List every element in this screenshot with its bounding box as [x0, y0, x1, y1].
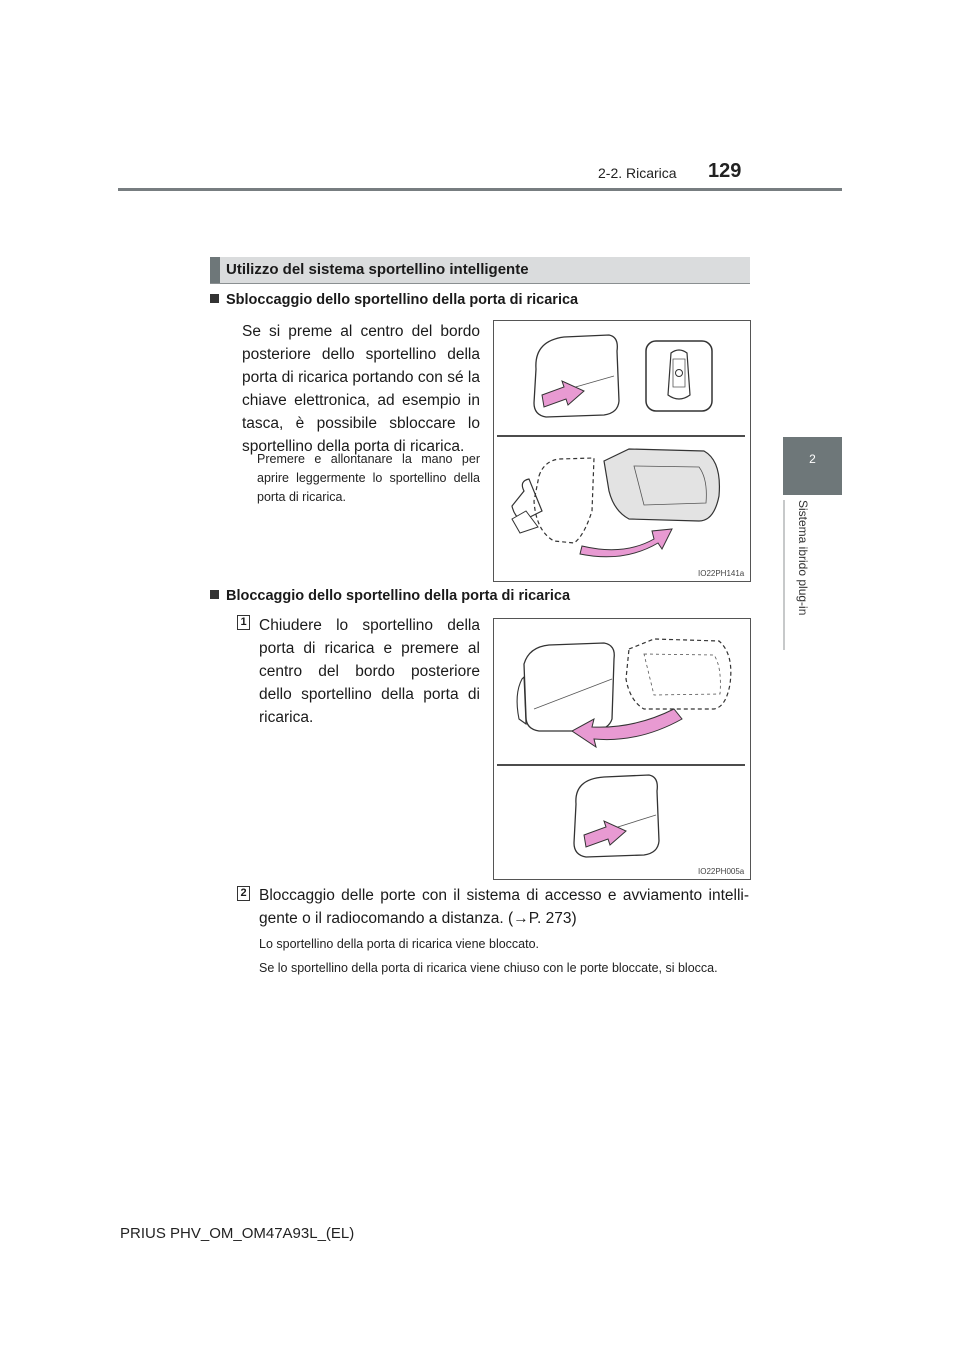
unlock-body: Se si preme al centro del bordo posteriore dello sportellino della porta di ricarica portando con sé la chiave elettronica, ad esempio in tasca, è possibile sbloccare lo sportellino della porta di ricarica. [242, 323, 480, 455]
page-number: 129 [708, 160, 742, 182]
running-header-section: 2-2. Ricarica [598, 165, 677, 181]
lock-heading: Bloccaggio dello sportellino della porta di ricarica [210, 588, 570, 604]
section-title-marker [210, 257, 220, 283]
lock-step1-text: Chiudere lo sportellino della porta di ricarica e premere al centro del bordo posteriore dello sportellino della porta di ricarica. [259, 617, 480, 726]
lock-figure [493, 618, 751, 880]
step-badge-2: 2 [237, 886, 250, 901]
footer-document-code: PRIUS PHV_OM_OM47A93L_(EL) [120, 1225, 355, 1242]
arrow-right-icon: → [513, 910, 529, 927]
lock-figure-code: IO22PH005a [698, 867, 745, 876]
chapter-title: Sistema ibrido plug-in [796, 500, 810, 616]
square-bullet-icon [210, 590, 219, 599]
chapter-tab [783, 437, 842, 495]
unlock-note: Premere e allontanare la mano per aprire leggermente lo sportellino della porta di ricarica. [257, 452, 480, 504]
lock-note-1: Lo sportellino della porta di ricarica viene bloccato. [259, 937, 540, 951]
step-badge-1: 1 [237, 615, 250, 630]
unlock-heading: Sbloccaggio dello sportellino della porta di ricarica [210, 292, 578, 308]
unlock-illustration [494, 321, 750, 581]
unlock-figure-code: IO22PH141a [698, 569, 745, 578]
lock-note-2: Se lo sportellino della porta di ricarica viene chiuso con le porte bloccate, si blocca. [259, 961, 718, 975]
lock-step2-text: Bloccaggio delle porte con il sistema di accesso e avviamento intelli-gente o il radiocomando a distanza. (→P. 273) [259, 887, 749, 927]
chapter-tab-line [783, 500, 785, 650]
section-title-rule [210, 283, 750, 284]
chapter-number: 2 [809, 452, 816, 466]
lock-illustration [494, 619, 750, 879]
section-title: Utilizzo del sistema sportellino intelligente [226, 261, 529, 278]
header-rule [118, 188, 842, 191]
unlock-figure [493, 320, 751, 582]
square-bullet-icon [210, 294, 219, 303]
